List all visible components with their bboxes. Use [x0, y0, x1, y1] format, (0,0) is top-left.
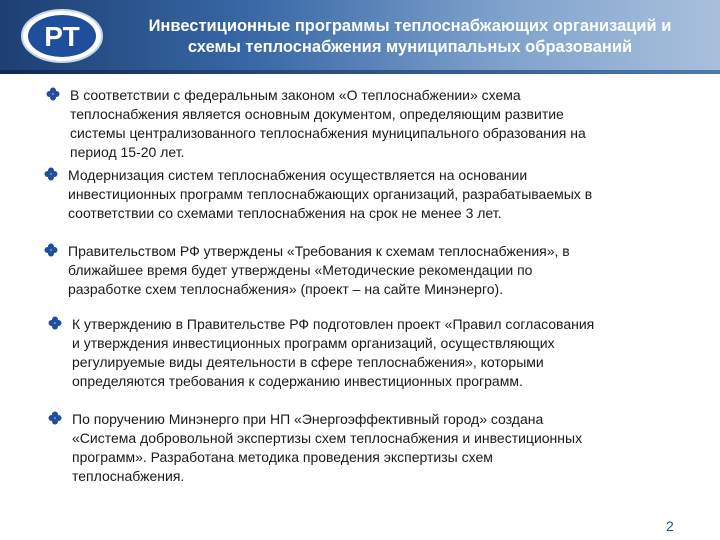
bullet-5-line-4: теплоснабжения. — [72, 468, 185, 484]
logo-text: РТ — [44, 21, 80, 52]
bullet-text-2 — [68, 166, 592, 223]
bullet-1-line-1: В соответствии с федеральным законом «О теплоснабжении» схема — [70, 87, 521, 103]
bullet-text-5 — [72, 410, 582, 486]
bullet-5-line-3: программ». Разработана методика проведения экспертизы схем — [72, 449, 493, 465]
title-line-1: Инвестиционные программы теплоснабжающих организаций и — [148, 17, 672, 35]
bullet-2-line-3: соответствии со схемами теплоснабжения на срок не менее 3 лет. — [68, 205, 502, 221]
bullet-text-1 — [70, 86, 586, 162]
bullet-4-line-1: К утверждению в Правительстве РФ подготовлен проект «Правил согласования — [72, 316, 595, 332]
diamond-clover-icon — [46, 87, 60, 101]
bullet-4-line-4: определяются требования к содержанию инвестиционных программ. — [72, 373, 523, 389]
page-number: 2 — [666, 518, 674, 534]
bullet-3-line-2: ближайшее время будет утверждены «Методические рекомендации по — [68, 262, 533, 278]
diamond-clover-icon — [48, 316, 62, 330]
bullet-1-line-3: системы централизованного теплоснабжения муниципального образования на — [70, 125, 586, 141]
bullet-text-3 — [68, 242, 570, 299]
bullet-2-line-2: инвестиционных программ теплоснабжающих организаций, разрабатываемых в — [68, 186, 593, 202]
diamond-clover-icon — [44, 167, 58, 181]
bullet-1-line-2: теплоснабжения является основным документом, определяющим развитие — [70, 106, 564, 122]
bullet-3-line-3: разработке схем теплоснабжения» (проект – на сайте Минэнерго). — [68, 281, 504, 297]
bullet-4-line-2: и утверждения инвестиционных программ организаций, осуществляющих — [72, 335, 555, 351]
bullet-3-line-1: Правительством РФ утверждены «Требования к схемам теплоснабжения», в — [68, 243, 570, 259]
diamond-clover-icon — [44, 243, 58, 257]
bullet-5-line-1: По поручению Минэнерго при НП «Энергоэффективный город» создана — [72, 411, 544, 427]
bullet-4-line-3: регулируемые виды деятельности в сфере теплоснабжения», которыми — [72, 354, 544, 370]
bullet-text-4 — [72, 315, 594, 391]
bullet-5-line-2: «Система добровольной экспертизы схем теплоснабжения и инвестиционных — [72, 430, 583, 446]
title-line-2: схемы теплоснабжения муниципальных образований — [187, 38, 633, 56]
diamond-clover-icon — [48, 411, 62, 425]
bullet-2-line-1: Модернизация систем теплоснабжения осуществляется на основании — [68, 167, 528, 183]
bullet-1-line-4: период 15-20 лет. — [70, 144, 185, 160]
